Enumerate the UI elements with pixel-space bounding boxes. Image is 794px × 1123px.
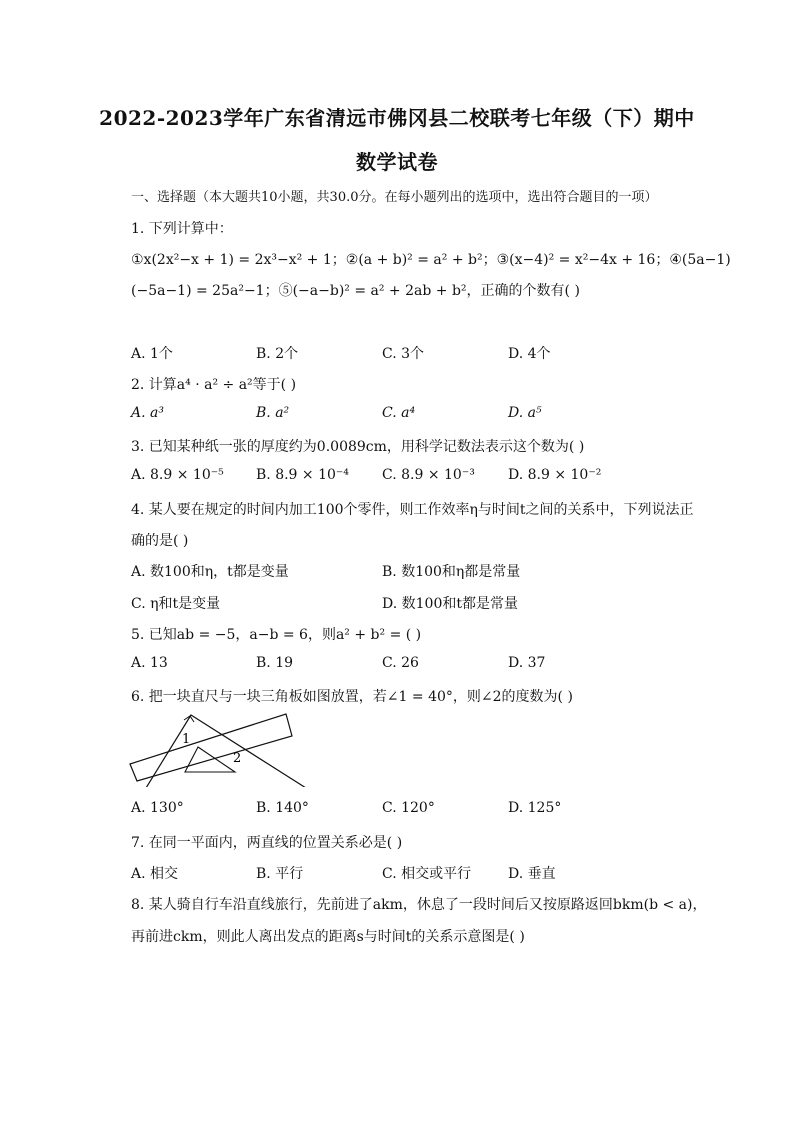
question-6-option-b: B. 140° — [256, 800, 309, 816]
question-3-option-c: C. 8.9 × 10⁻³ — [382, 467, 475, 483]
question-3-option-a: A. 8.9 × 10⁻⁵ — [131, 467, 224, 483]
question-3-option-b: B. 8.9 × 10⁻⁴ — [256, 467, 349, 483]
question-2-option-b: B. a² — [256, 405, 290, 421]
question-6-option-c: C. 120° — [382, 800, 435, 816]
question-5-option-d: D. 37 — [508, 655, 546, 671]
question-2-option-c: C. a⁴ — [382, 405, 416, 421]
question-5-stem: 5. 已知ab = −5，a−b = 6，则a² + b² = ( ) — [131, 627, 422, 643]
question-6-option-d: D. 125° — [508, 800, 562, 816]
question-2-option-a: A. a³ — [131, 405, 164, 421]
question-1-option-b: B. 2个 — [256, 346, 299, 362]
question-7-option-d: D. 垂直 — [508, 866, 556, 882]
question-7-option-a: A. 相交 — [131, 866, 179, 882]
question-7-stem: 7. 在同一平面内，两直线的位置关系必是( ) — [131, 835, 403, 851]
question-1-stem-line-3: (−5a−1) = 25a²−1；⑤(−a−b)² = a² + 2ab + b²，正确的个数有( ) — [131, 283, 580, 299]
angle-label-1: 1 — [182, 732, 191, 747]
question-4-stem: 4. 某人要在规定的时间内加工100个零件，则工作效率η与时间t之间的关系中，下列说法正 — [131, 502, 694, 518]
question-3-stem: 3. 已知某种纸一张的厚度约为0.0089cm，用科学记数法表示这个数为( ) — [131, 439, 585, 455]
ruler-triangle-figure — [128, 712, 318, 787]
question-6-stem: 6. 把一块直尺与一块三角板如图放置，若∠1 = 40°，则∠2的度数为( ) — [131, 689, 573, 705]
question-3-option-d: D. 8.9 × 10⁻² — [508, 467, 602, 483]
question-7-option-c: C. 相交或平行 — [382, 866, 472, 882]
question-4-option-a: A. 数100和η，t都是变量 — [131, 564, 289, 580]
question-2-stem: 2. 计算a⁴ · a² ÷ a²等于( ) — [131, 377, 297, 393]
question-1-option-c: C. 3个 — [382, 346, 425, 362]
angle-label-2: 2 — [233, 751, 242, 766]
question-8-stem: 8. 某人骑自行车沿直线旅行，先前进了akm，休息了一段时间后又按原路返回bkm(b < a)， — [131, 897, 707, 913]
question-4-option-d: D. 数100和t都是常量 — [382, 596, 518, 612]
question-5-option-a: A. 13 — [131, 655, 168, 671]
question-4-stem-line-2: 确的是( ) — [131, 533, 189, 549]
question-1-stem-line-2: ①x(2x²−x + 1) = 2x³−x² + 1；②(a + b)² = a² + b²；③(x−4)² = x²−4x + 16；④(5a−1) — [131, 252, 731, 268]
question-7-option-b: B. 平行 — [256, 866, 304, 882]
page-title-line-2: 数学试卷 — [356, 150, 438, 174]
question-8-stem-line-2: 再前进ckm，则此人离出发点的距离s与时间t的关系示意图是( ) — [131, 929, 525, 945]
section-heading: 一、选择题（本大题共10小题，共30.0分。在每小题列出的选项中，选出符合题目的一项） — [131, 190, 658, 205]
page-title-line-1: 2022-2023学年广东省清远市佛冈县二校联考七年级（下）期中 — [99, 106, 695, 130]
question-2-option-d: D. a⁵ — [508, 405, 542, 421]
question-1-stem: 1. 下列计算中： — [131, 221, 233, 237]
question-1-option-d: D. 4个 — [508, 346, 551, 362]
question-5-option-b: B. 19 — [256, 655, 294, 671]
question-6-option-a: A. 130° — [131, 800, 184, 816]
question-5-option-c: C. 26 — [382, 655, 419, 671]
question-4-option-b: B. 数100和η都是常量 — [382, 564, 521, 580]
ruler — [130, 714, 292, 781]
question-1-option-a: A. 1个 — [131, 346, 173, 362]
question-4-option-c: C. η和t是变量 — [131, 596, 221, 612]
